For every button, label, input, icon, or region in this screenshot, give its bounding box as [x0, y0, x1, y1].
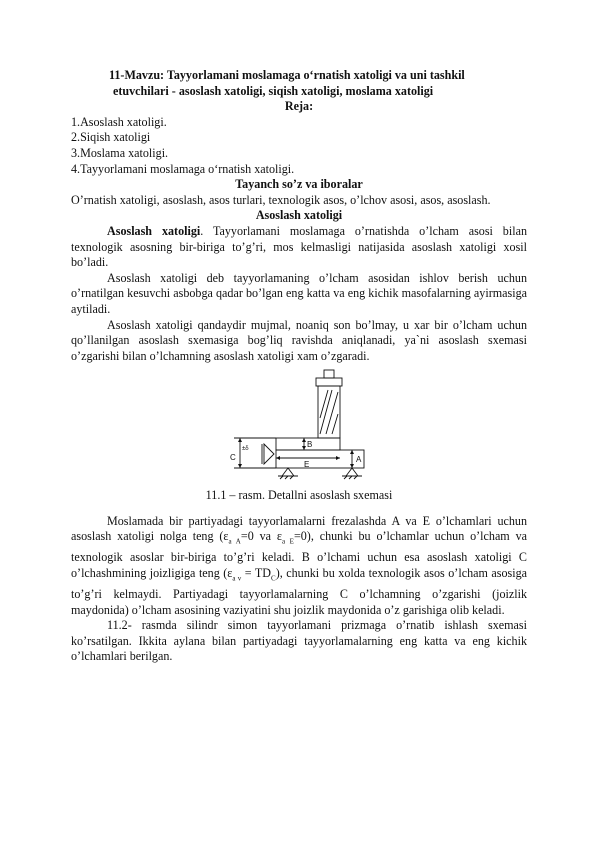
plan-item: 4.Tayyorlamani moslamaga o‘rnatish xatoligi. [71, 161, 295, 176]
td-subscript: C [271, 574, 276, 583]
plan-item: 2.Siqish xatoligi [71, 130, 151, 145]
figure-basing-scheme [71, 368, 527, 486]
cutter-teeth [320, 390, 338, 434]
paragraph-1 [71, 224, 527, 271]
plan-item: 3.Moslama xatoligi. [71, 145, 169, 160]
paragraph-4-part: =0 va ε [240, 529, 282, 544]
document-title [71, 68, 527, 99]
figure-caption: 11.1 – rasm. Detallni asoslash sxemasi [205, 488, 393, 503]
keywords-heading: Tayanch so’z va iboralar [235, 177, 363, 192]
paragraph-4-part: = TD [241, 566, 272, 581]
label-c: C [230, 453, 236, 463]
epsilon-subscript: a E [281, 537, 294, 546]
cutter-shank [324, 370, 334, 378]
plan-item: 1.Asoslash xatoligi. [71, 114, 167, 129]
document-page [71, 68, 527, 665]
ground-hatching [280, 476, 357, 479]
plan-list [71, 115, 527, 177]
paragraph-4-part: Moslamada bir partiyadagi tayyorlamalarni frezalashda A va E o’lchamlari uchun asoslash xatoligi nolga teng (ε [71, 513, 527, 544]
paragraph-1-bold: Asoslash xatoligi [107, 223, 201, 238]
bottom-support-right [346, 468, 358, 476]
label-a: A [356, 455, 362, 465]
paragraph-2: Asoslash xatoligi deb tayyorlamaning o’lcham asosidan ishlov berish uchun o’rnatilgan kesuvchi asbobga qadar bo’lgan eng katta va eng kichik masofalarning ayirmasiga aytiladi. [71, 270, 527, 316]
section-heading: Asoslash xatoligi [255, 208, 343, 223]
label-b: B [307, 440, 313, 450]
side-support [264, 444, 274, 464]
plan-heading: Reja: [284, 99, 314, 114]
paragraph-5: 11.2- rasmda silindr simon tayyorlamani prizmaga o’rnatib ishlash sxemasi ko’rsatilgan. Ikkita aylana bilan partiyadagi tayyorlamalarning eng katta va eng kichik o’lchamlari berilgan. [71, 618, 527, 664]
cutter-collar [316, 378, 342, 386]
label-tolerance: ±δ [242, 446, 249, 453]
paragraph-3: Asoslash xatoligi qandaydir mujmal, noaniq son bo’lmay, u xar bir o’lcham uchun qo’llanilgan asoslash sxemasiga bog’liq ravishda aniqlanadi, ya`ni asoslash sxemasi o’zgarishi bilan o’lchamning asoslash xatoligi xam o’zgaradi. [71, 317, 527, 363]
label-e: E [304, 460, 310, 470]
title-line-2: etuvchilari - asoslash xatoligi, siqish xatoligi, moslama xatoligi [113, 83, 434, 98]
keywords-text: O’rnatish xatoligi, asoslash, asos turlari, texnologik asos, o’lchov asosi, asos, asoslash. [71, 192, 491, 207]
paragraph-1-text: . Tayyorlamani moslamaga o’rnatishda o’lcham asosi bilan texnologik asosning bir-biriga to’g’ri, mos kelmasligi natijasida asoslash xatoligi xosil bo’ladi. [71, 223, 527, 270]
paragraph-4-part: =0), chunki bu o’lchamlar uchun o’lcham va texnologik asoslar bir-biriga to’g’ri keladi. B o’lchami uchun esa asoslash xatoligi C o’lchashmining joizligiga teng (ε [71, 529, 527, 581]
bottom-support-left [282, 468, 294, 476]
epsilon-subscript: a v [232, 574, 242, 583]
epsilon-subscript: a A [228, 537, 241, 546]
paragraph-4-part: ), chunki bu xolda texnologik asos o’lcham asosiga to’g’ri kelmaydi. Partiyadagi tayyorlamalarning C o’lchamning o’zgarishi (joizlik maydonida) o’lcham asosining vaziyatini shu joizlik maydonida o’z garishiga olib keladi. [71, 566, 528, 617]
title-line-1: 11-Mavzu: Tayyorlamani moslamaga o‘rnatish xatoligi va uni tashkil [109, 68, 465, 82]
basing-scheme-diagram [228, 368, 378, 486]
paragraph-4 [71, 514, 527, 618]
